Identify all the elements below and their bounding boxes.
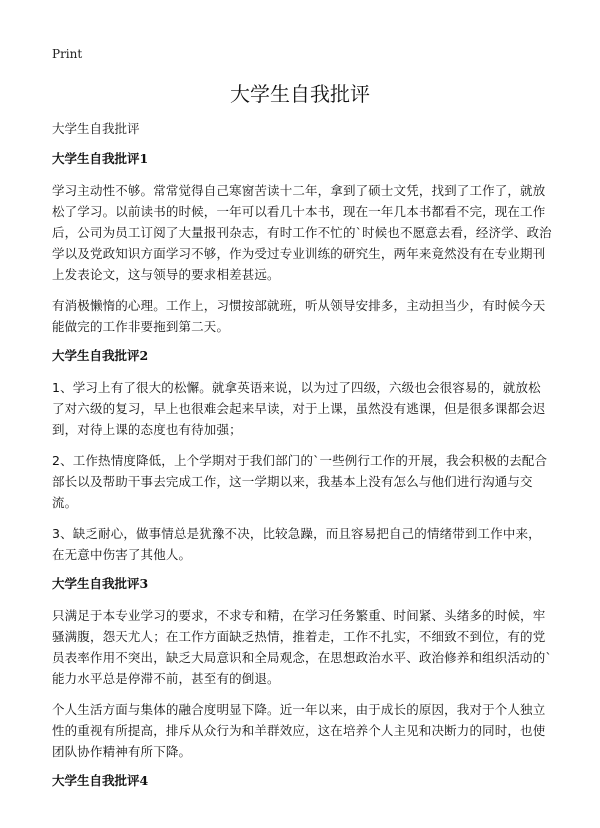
section-1-paragraph-1: 学习主动性不够。常常觉得自己寒窗苦读十二年，拿到了硕士文凭，找到了工作了，就放松了学习。以前读书的时候，一年可以看几十本书，现在一年几本书都看不完，现在工作后，公司为员工订阅了大量报刊杂志，有时工作不忙的`时候也不愿意去看，经济学、政治学以及党政知识方面学习不够，作为受过专业训练的研究生，两年来竟然没有在专业期刊上发表论文，这与领导的要求相差甚远。 xyxy=(52,183,552,282)
section-heading-1: 大学生自我批评1 xyxy=(52,151,149,166)
section-heading-3: 大学生自我批评3 xyxy=(52,576,149,591)
section-2-paragraph-1: 1、学习上有了很大的松懈。就拿英语来说，以为过了四级，六级也会很容易的，就放松了对六级的复习，早上也很难会起来早读，对于上课，虽然没有逃课，但是很多课都会迟到，对待上课的态度也有待加强； xyxy=(52,380,546,437)
section-1-paragraph-2: 有消极懒惰的心理。工作上，习惯按部就班，听从领导安排多，主动担当少，有时候今天能做完的工作非要拖到第二天。 xyxy=(52,298,546,334)
section-heading-2: 大学生自我批评2 xyxy=(52,348,149,363)
section-3-paragraph-2: 个人生活方面与集体的融合度明显下降。近一年以来，由于成长的原因，我对于个人独立性的重视有所提高，排斥从众行为和羊群效应，这在培养个人主见和决断力的同时，也使团队协作精神有所下降。 xyxy=(52,702,546,759)
section-heading-4: 大学生自我批评4 xyxy=(52,773,149,788)
section-2-paragraph-3: 3、缺乏耐心，做事情总是犹豫不决，比较急躁，而且容易把自己的情绪带到工作中来，在无意中伤害了其他人。 xyxy=(52,526,541,562)
document-body xyxy=(52,120,552,802)
document-subtitle: 大学生自我批评 xyxy=(52,121,140,136)
print-link[interactable]: Print xyxy=(52,47,83,61)
page-title: 大学生自我批评 xyxy=(230,82,370,106)
section-3-paragraph-1: 只满足于本专业学习的要求，不求专和精，在学习任务繁重、时间紧、头绪多的时候，牢骚满腹，怨天尤人；在工作方面缺乏热情，推着走，工作不扎实，不细致不到位，有的党员表率作用不突出，缺乏大局意识和全局观念，在思想政治水平、政治修养和组织活动的`能力水平总是停滞不前，甚至有的倒退。 xyxy=(52,608,552,686)
section-2-paragraph-2: 2、工作热情度降低，上个学期对于我们部门的`一些例行工作的开展，我会积极的去配合部长以及帮助干事去完成工作，这一学期以来，我基本上没有怎么与他们进行沟通与交流。 xyxy=(52,453,548,510)
